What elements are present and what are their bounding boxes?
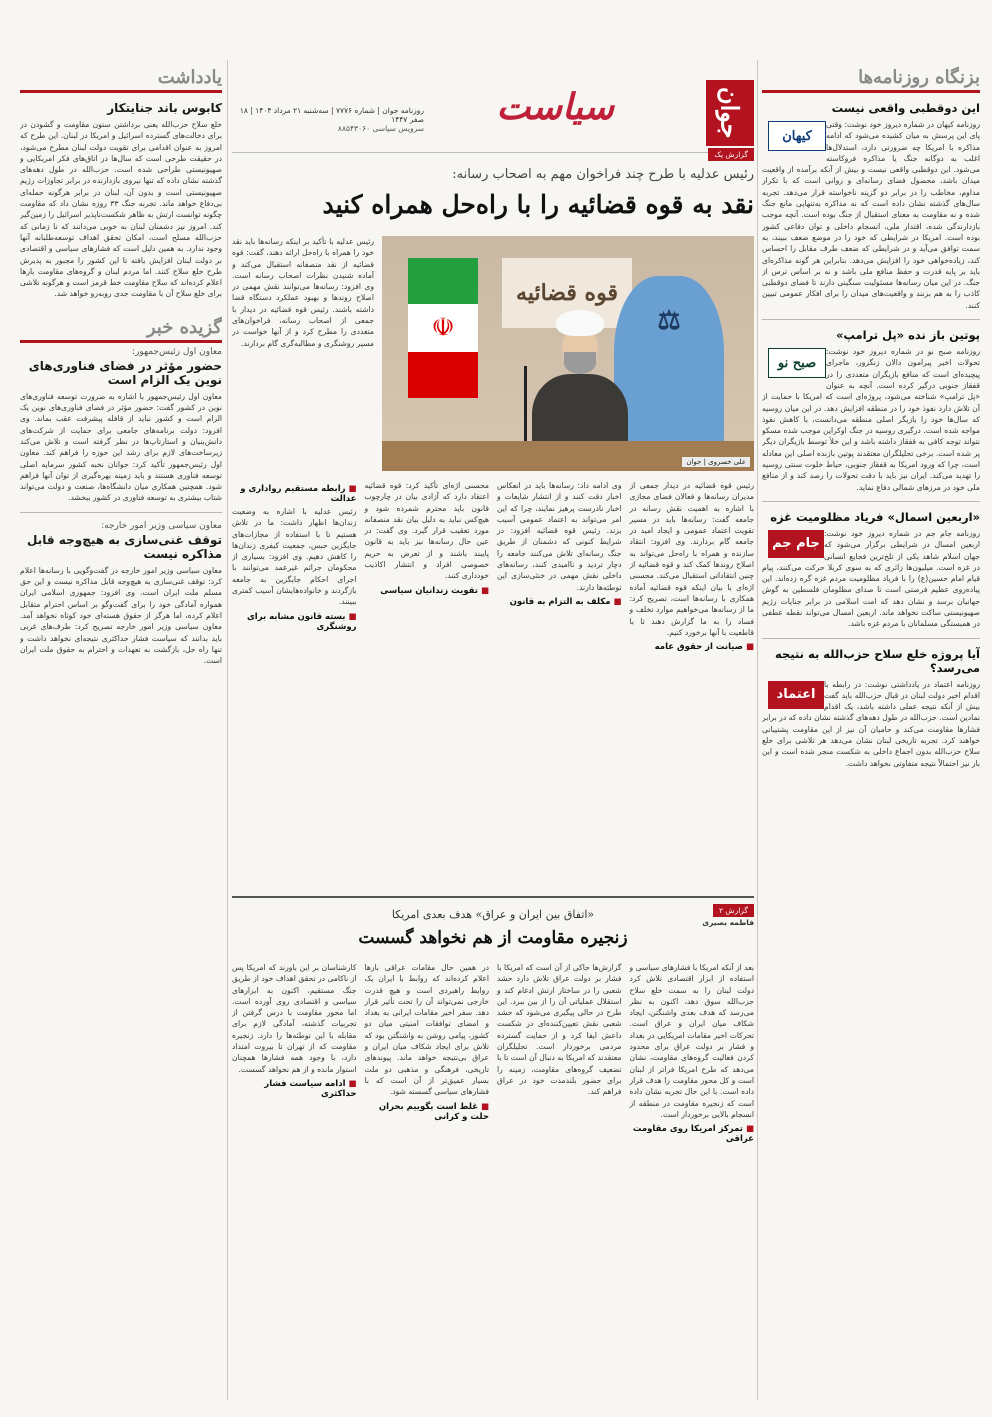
divider [762, 638, 980, 639]
second-headline: زنجیره مقاومت از هم نخواهد گسست [358, 928, 628, 948]
article-column: ■ رابطه مستقیم رواداری و عدالت رئیس عدلیه با اشاره به وضعیت زندان‌ها اظهار داشت: ما در تلاش هستیم تا با استفاده از مجازات‌های جایگزین حبس، جمعیت کیفری زندان‌ها را کاهش دهیم. وی افزود: بسیاری از محکومان جرائم غیرعمد می‌توانند با اجرای احکام جایگزین به جامعه بازگردند و خانواده‌هایشان آسیب کمتری ببینند. ■ بسته قانون مشابه برای روشنگری [232, 480, 357, 890]
subheading: ■ غلط است بگوییم بحران حلت و کرانی [365, 1102, 490, 1122]
lead-kicker: رئیس عدلیه با طرح چند فراخوان مهم به اصحاب رسانه: [452, 167, 754, 182]
javan-logo: جوان [706, 80, 754, 146]
note-title: کابوس باند جنایتکار [107, 101, 222, 115]
kayhan-logo: کیهان [768, 121, 826, 151]
iran-flag-image: ☫ [408, 258, 478, 398]
newspaper-review-column [762, 60, 980, 1400]
second-kicker: «اتفاق بین ایران و عراق» هدف بعدی امریکا [391, 908, 595, 921]
lead-article-body [232, 480, 754, 890]
review-item-body: روزنامه اعتماد در یادداشتی نوشت: در رابطه با اقدام اخیر دولت لبنان در قبال حزب‌الله باید گفت بیش از آنکه نتیجه عملی داشته باشد، یک اقدام نمادین است. حزب‌الله در طول دهه‌های گذشته نشان داده که در برابر فشارها مقاومت می‌کند و حامیان آن نیز از این مقاومت پشتیبانی خواهند کرد. تجربه تاریخی لبنان نشان می‌دهد هر تلاشی برای خلع سلاح حزب‌الله بدون اجماع داخلی به شکست منجر شده است و این بار نیز احتمالاً نتیجه متفاوتی نخواهد داشت. [762, 679, 980, 768]
news-item [20, 347, 222, 504]
note-body: خلع سلاح حزب‌الله یعنی برداشتن ستون مقاومت و گشودن در برای دخالت‌های گسترده اسرائیل و امریکا در لبنان. این طرح که امروز به عنوان اقدامی برای تقویت دولت لبنان مطرح می‌شود، در حقیقت طرحی است که سال‌ها در اتاق‌های فکر امریکایی و صهیونیستی طراحی شده است. حزب‌الله در طول دهه‌های گذشته نشان داده که تنها نیروی بازدارنده در برابر تجاوزات رژیم صهیونیستی است و بدون آن، لبنان در برابر هرگونه حمله‌ای بی‌دفاع خواهد ماند. تجربه جنگ ۳۳ روزه نشان داد که مقاومت چگونه توانست ارتش به ظاهر شکست‌ناپذیر اسرائیل را زمین‌گیر کند. امروز نیز دشمنان لبنان به خوبی می‌دانند که تا زمانی که حزب‌الله مسلح است، امکان تحقق اهداف توسعه‌طلبانه آنها وجود ندارد. به همین دلیل است که فشارهای سیاسی و اقتصادی بر دولت لبنان افزایش یافته تا این کشور را مجبور به پذیرش طرح خلع سلاح کنند. اما مردم لبنان و گروه‌های مقاومت بارها اعلام کرده‌اند که سلاح مقاومت خط قرمز است و هرگونه تلاشی برای خلع سلاح آن با مقاومت جدی روبه‌رو خواهد شد. [20, 120, 222, 299]
news-subtitle: معاون سیاسی وزیر امور خارجه: [101, 520, 222, 531]
report-tag: گزارش یک [708, 148, 754, 161]
news-item [20, 521, 222, 667]
report-tag: گزارش ۲ [713, 904, 754, 917]
column-rule [757, 60, 758, 1400]
lead-headline: نقد به قوه قضائیه را با راه‌حل همراه کنید [322, 190, 754, 219]
judiciary-banner-image: ⚖ [614, 276, 724, 466]
article-column: وی ادامه داد: رسانه‌ها باید در انعکاس اخبار دقت کنند و از انتشار شایعات و اخبار نادرست پرهیز نمایند، چرا که این امر می‌تواند به اعتماد عمومی آسیب بزند. رئیس قوه قضائیه افزود: در شرایط کنونی که دشمنان از طریق جنگ رسانه‌ای تلاش می‌کنند جامعه را دچار تردید و ناامیدی کنند، رسانه‌های داخلی نقش مهمی در خنثی‌سازی این توطئه‌ها دارند. ■ مکلف به التزام به قانون [497, 480, 622, 890]
photo-credit: علی خسروی | جوان [682, 457, 750, 467]
photo-banner-text: قوه قضائیه [502, 258, 632, 328]
article-column: گزارش‌ها حاکی از آن است که امریکا با فشار بر دولت عراق تلاش دارد حشد شعبی را در ساختار ارتش ادغام کند و استقلال عملیاتی آن را از بین ببرد. این طرح در حالی پیگیری می‌شود که حشد شعبی نقش تعیین‌کننده‌ای در شکست داعش ایفا کرد و از حمایت گسترده مردمی برخوردار است. تحلیلگران معتقدند که امریکا به دنبال آن است تا با تضعیف گروه‌های مقاومت، زمینه را برای حضور بلندمدت خود در عراق فراهم کند. [497, 963, 622, 1097]
article-column: رئیس قوه قضائیه در دیدار جمعی از مدیران رسانه‌ها و فعالان فضای مجازی با اشاره به اهمیت نقش رسانه در جامعه گفت: رسانه‌ها باید در مسیر تقویت اعتماد عمومی و ایجاد امید در جامعه گام بردارند. وی افزود: انتقاد سازنده و همراه با راه‌حل می‌تواند به اصلاح روندها کمک کند و قوه قضائیه از چنین انتقاداتی استقبال می‌کند. محسنی اژه‌ای با بیان اینکه قوه قضائیه آماده همکاری با رسانه‌ها است، تصریح کرد: ما از رسانه‌ها می‌خواهیم موارد تخلف و فساد را به ما گزارش دهند تا با قاطعیت با آنها برخورد کنیم. ■ صیانت از حقوق عامه [630, 480, 755, 890]
lead-photo [382, 236, 754, 471]
review-item-body: روزنامه صبح نو در شماره دیروز خود نوشت: تحولات اخیر پیرامون دالان زنگزور، ماجرای پیچیده‌ای است که منافع بازیگران متعددی را در قفقاز جنوبی درگیر کرده است. آنچه به عنوان «پل ترامپ» شناخته می‌شود، پروژه‌ای است که امریکا با حمایت از آن تلاش دارد نفوذ خود را در منطقه افزایش دهد. در این میان روسیه که سال‌ها خود را بازیگر اصلی منطقه می‌دانست، با کاهش نفوذ مواجه شده است. درگیری روسیه در جنگ اوکراین موجب شده مسکو نتواند توجه کافی به قفقاز داشته باشد و این خلأ توسط بازیگران دیگر پر شده است. برخی تحلیلگران معتقدند پوتین بازنده اصلی این معادله است، چرا که ورود امریکا به قفقاز جنوبی، حیاط خلوت سنتی روسیه را تهدید می‌کند. ایران نیز باید با دقت تحولات را رصد کند و از منافع ملی خود در مرزهای شمالی دفاع نماید. [762, 347, 980, 492]
divider [762, 501, 980, 502]
left-column [20, 60, 222, 1400]
news-body: معاون سیاسی وزیر امور خارجه در گفت‌وگویی با رسانه‌ها اعلام کرد: توقف غنی‌سازی به هیچ‌وجه قابل مذاکره نیست و این حق مسلم ملت ایران است. وی افزود: جمهوری اسلامی ایران همواره آمادگی خود را برای گفت‌وگو بر اساس احترام متقابل اعلام کرده، اما هرگز از حقوق هسته‌ای خود کوتاه نخواهد آمد. معاون سیاسی وزیر امور خارجه تصریح کرد: طرف‌های غربی باید بدانند که سیاست فشار حداکثری نتیجه‌ای نخواهد داشت و تنها راه حل، بازگشت به تعهدات و احترام به حقوق ملت ایران است. [20, 565, 222, 666]
review-item-body: روزنامه جام جم در شماره دیروز خود نوشت: اربعین امسال در شرایطی برگزار می‌شود که جهان اسلام شاهد یکی از تلخ‌ترین فجایع انسانی در غزه است. میلیون‌ها زائری که به سوی کربلا حرکت می‌کنند، پیام قیام امام حسین(ع) را با فریاد مظلومیت مردم غزه گره زده‌اند. این پیاده‌روی عظیم فرصتی است تا صدای مظلومان فلسطین به گوش جهانیان برسد و نشان دهد که امت اسلامی در برابر جنایات رژیم صهیونیستی ساکت نخواهد ماند. اربعین امسال می‌تواند نقطه عطفی در همبستگی مسلمانان با مردم غزه باشد. [762, 528, 980, 629]
subheading: ■ تمرکز امریکا روی مقاومت عراقی [630, 1124, 755, 1144]
news-title: حضور مؤثر در فضای فناوری‌های نوین یک الزام است [28, 358, 222, 387]
article-column: کارشناسان بر این باورند که امریکا پس از ناکامی در تحقق اهداف خود از طریق جنگ مستقیم، اکنون به ابزارهای سیاسی و اقتصادی روی آورده است. اما محور مقاومت با درس گرفتن از تجربیات گذشته، آمادگی لازم برای مقابله با این توطئه‌ها را دارد. زنجیره مقاومت که از تهران تا بیروت امتداد دارد، با وجود همه فشارها همچنان استوار مانده و از هم نخواهد گسست. ■ ادامه سیاست فشار حداکثری [232, 962, 357, 1392]
etemad-logo: اعتماد [768, 681, 824, 709]
section-header [20, 60, 222, 93]
microphone-image [524, 366, 527, 446]
news-subtitle: معاون اول رئیس‌جمهور: [132, 346, 222, 357]
second-article-body [232, 962, 754, 1392]
author: فاطمه بصیری [702, 918, 754, 927]
article-column: محسنی اژه‌ای تأکید کرد: قوه قضائیه اعتقاد دارد که آزادی بیان در چارچوب قانون باید محترم شمرده شود و هیچ‌کس نباید به دلیل بیان نقد منصفانه مورد تعقیب قرار گیرد. وی گفت: در عین حال رسانه‌ها نیز باید به قانون پایبند باشند و از تعرض به حریم خصوصی افراد و انتشار اکاذیب خودداری کنند. ■ تقویت زندانیان سیاسی [365, 480, 490, 890]
second-story [232, 896, 754, 1398]
section-header [762, 60, 980, 93]
subheading: ■ ادامه سیاست فشار حداکثری [232, 1079, 357, 1099]
section-title: بزنگاه روزنامه‌ها [858, 67, 980, 88]
lead-intro: رئیس عدلیه با تأکید بر اینکه رسانه‌ها باید نقد خود را همراه با راه‌حل ارائه دهند، گفت: قوه قضائیه از نقد منصفانه استقبال می‌کند و آماده شنیدن نظرات اصحاب رسانه است. وی افزود: رسانه‌ها می‌توانند نقش مهمی در اصلاح روندها و بهبود عملکرد دستگاه قضا داشته باشند. رئیس قوه قضائیه در دیدار با جمعی از اصحاب رسانه، فراخوان‌های متعددی را مطرح کرد و از آنها خواست در مسیر روشنگری و مطالبه‌گری گام بردارند. [232, 237, 374, 348]
section-name: سیاست [496, 86, 614, 128]
jam-e-jam-logo: جام جم [768, 530, 824, 558]
review-item [762, 101, 980, 311]
subheading: ■ مکلف به التزام به قانون [497, 597, 622, 607]
news-body: معاون اول رئیس‌جمهور با اشاره به ضرورت توسعه فناوری‌های نوین در کشور گفت: حضور مؤثر در فضای فناوری‌های نوین یک الزام است و کشور نباید از قافله پیشرفت عقب بماند. وی افزود: دولت برنامه‌های جامعی برای حمایت از شرکت‌های دانش‌بنیان و استارتاپ‌ها در نظر گرفته است و تلاش می‌کند زیرساخت‌های لازم برای رشد این حوزه را فراهم کند. معاون اول رئیس‌جمهور تأکید کرد: جوانان نخبه کشور سرمایه اصلی توسعه فناوری هستند و باید زمینه بهره‌گیری از توان آنها فراهم شود. همچنین همکاری میان دانشگاه‌ها، صنعت و دولت می‌تواند شتاب بیشتری به توسعه فناوری در کشور ببخشد. [20, 391, 222, 503]
subheading: ■ رابطه مستقیم رواداری و عدالت [232, 484, 357, 504]
review-item-title: آیا پروژه خلع سلاح حزب‌الله به نتیجه می‌رسد؟ [775, 646, 980, 675]
subheading: ■ صیانت از حقوق عامه [630, 642, 755, 652]
review-item-title: پوتین باز نده «پل ترامپ» [835, 328, 980, 343]
masthead [232, 60, 754, 159]
review-item [762, 510, 980, 630]
section-title: گزیده خبر [146, 316, 222, 338]
review-item-body: روزنامه کیهان در شماره دیروز خود نوشت: وقتی پای این پرسش به میان کشیده می‌شود که ادامه مذاکره با امریکا چه ضرورتی دارد، استدلال‌ها اغلب به دوگانه جنگ یا مذاکره فروکاسته می‌شود. این دوقطبی واقعی نیست و بیش از آنکه برآمده از واقعیت میدان باشد، محصول فضای رسانه‌ای و روانی است که با تکرار مداوم، مخاطب را در برابر دو گزینه ناخواسته قرار می‌دهد. تجربه سال‌های گذشته نشان داده است که نه مذاکره به‌تنهایی مانع جنگ شده و نه مقاومت به معنای استقبال از جنگ بوده است. آنچه موجب بازدارندگی شده، اقتدار ملی، انسجام داخلی و توان دفاعی کشور بوده است. امریکا در شرایطی که خود را در موضع ضعف ببیند، به سمت توافق می‌آید و در شرایطی که ضعف طرف مقابل را احساس کند، زیاده‌خواهی خود را افزایش می‌دهد. بنابراین هر گونه مذاکره‌ای باید بر پایه قدرت و حفظ منافع ملی باشد و نه بر اساس ترس از جنگ. در این میان رسانه‌ها مسئولیت سنگینی دارند تا فضای دوقطبی کاذب را به هم بزنند و واقعیت‌های میدان را برای افکار عمومی تبیین کنند. [762, 120, 980, 310]
review-item-title: «اربعین اسمال» فریاد مظلومیت غزه [770, 509, 980, 524]
main-column [232, 60, 754, 1400]
divider [20, 512, 222, 513]
sobh-no-logo: صبح نو [768, 348, 826, 378]
review-item-title: این دوقطبی واقعی نیست [831, 101, 980, 115]
service-line: سرویس سیاسی ۸۸۵۴۳۰۶۰ [337, 124, 424, 133]
section-title: یادداشت [157, 67, 222, 88]
issue-line: روزنامه جوان | شماره ۷۷۷۶ | سه‌شنبه ۲۱ مرداد ۱۴۰۴ | ۱۸ صفر ۱۴۴۷ [239, 106, 424, 124]
divider [762, 319, 980, 320]
review-item [762, 328, 980, 493]
column-rule [227, 60, 228, 1400]
review-item [762, 647, 980, 769]
article-column: بعد از آنکه امریکا با فشارهای سیاسی و استفاده از ابزار اقتصادی تلاش کرد دولت لبنان را به سمت خلع سلاح حزب‌الله سوق دهد، اکنون به نظر می‌رسد که هدف بعدی واشنگتن، ایجاد شکاف میان ایران و عراق است. تحرکات اخیر مقامات امریکایی در بغداد و فشار بر دولت عراق برای محدود کردن فعالیت گروه‌های مقاومت، نشان می‌دهد که طرح امریکا فراتر از لبنان است و کل محور مقاومت را هدف قرار داده است. با این حال تجربه نشان داده است که زنجیره مقاومت در منطقه از انسجام بالایی برخوردار است. ■ تمرکز امریکا روی مقاومت عراقی [630, 962, 755, 1392]
subheading: ■ بسته قانون مشابه برای روشنگری [232, 612, 357, 632]
section-header [20, 310, 222, 343]
subheading: ■ تقویت زندانیان سیاسی [365, 586, 490, 596]
news-title: توقف غنی‌سازی به هیچ‌وجه قابل مذاکره نیست [27, 532, 222, 561]
article-column: در همین حال مقامات عراقی بارها اعلام کرده‌اند که روابط با ایران یک روابط راهبردی است و هیچ قدرت خارجی نمی‌تواند آن را تحت تأثیر قرار دهد. سفر اخیر مقامات ایرانی به بغداد و امضای توافقات امنیتی میان دو کشور، پیامی روشن به واشنگتن بود که تلاش برای ایجاد شکاف میان ایران و عراق بی‌نتیجه خواهد ماند. پیوندهای تاریخی، فرهنگی و مذهبی دو ملت بسیار عمیق‌تر از آن است که با فشارهای سیاسی گسسته شود. ■ غلط است بگوییم بحران حلت و کرانی [365, 962, 490, 1392]
